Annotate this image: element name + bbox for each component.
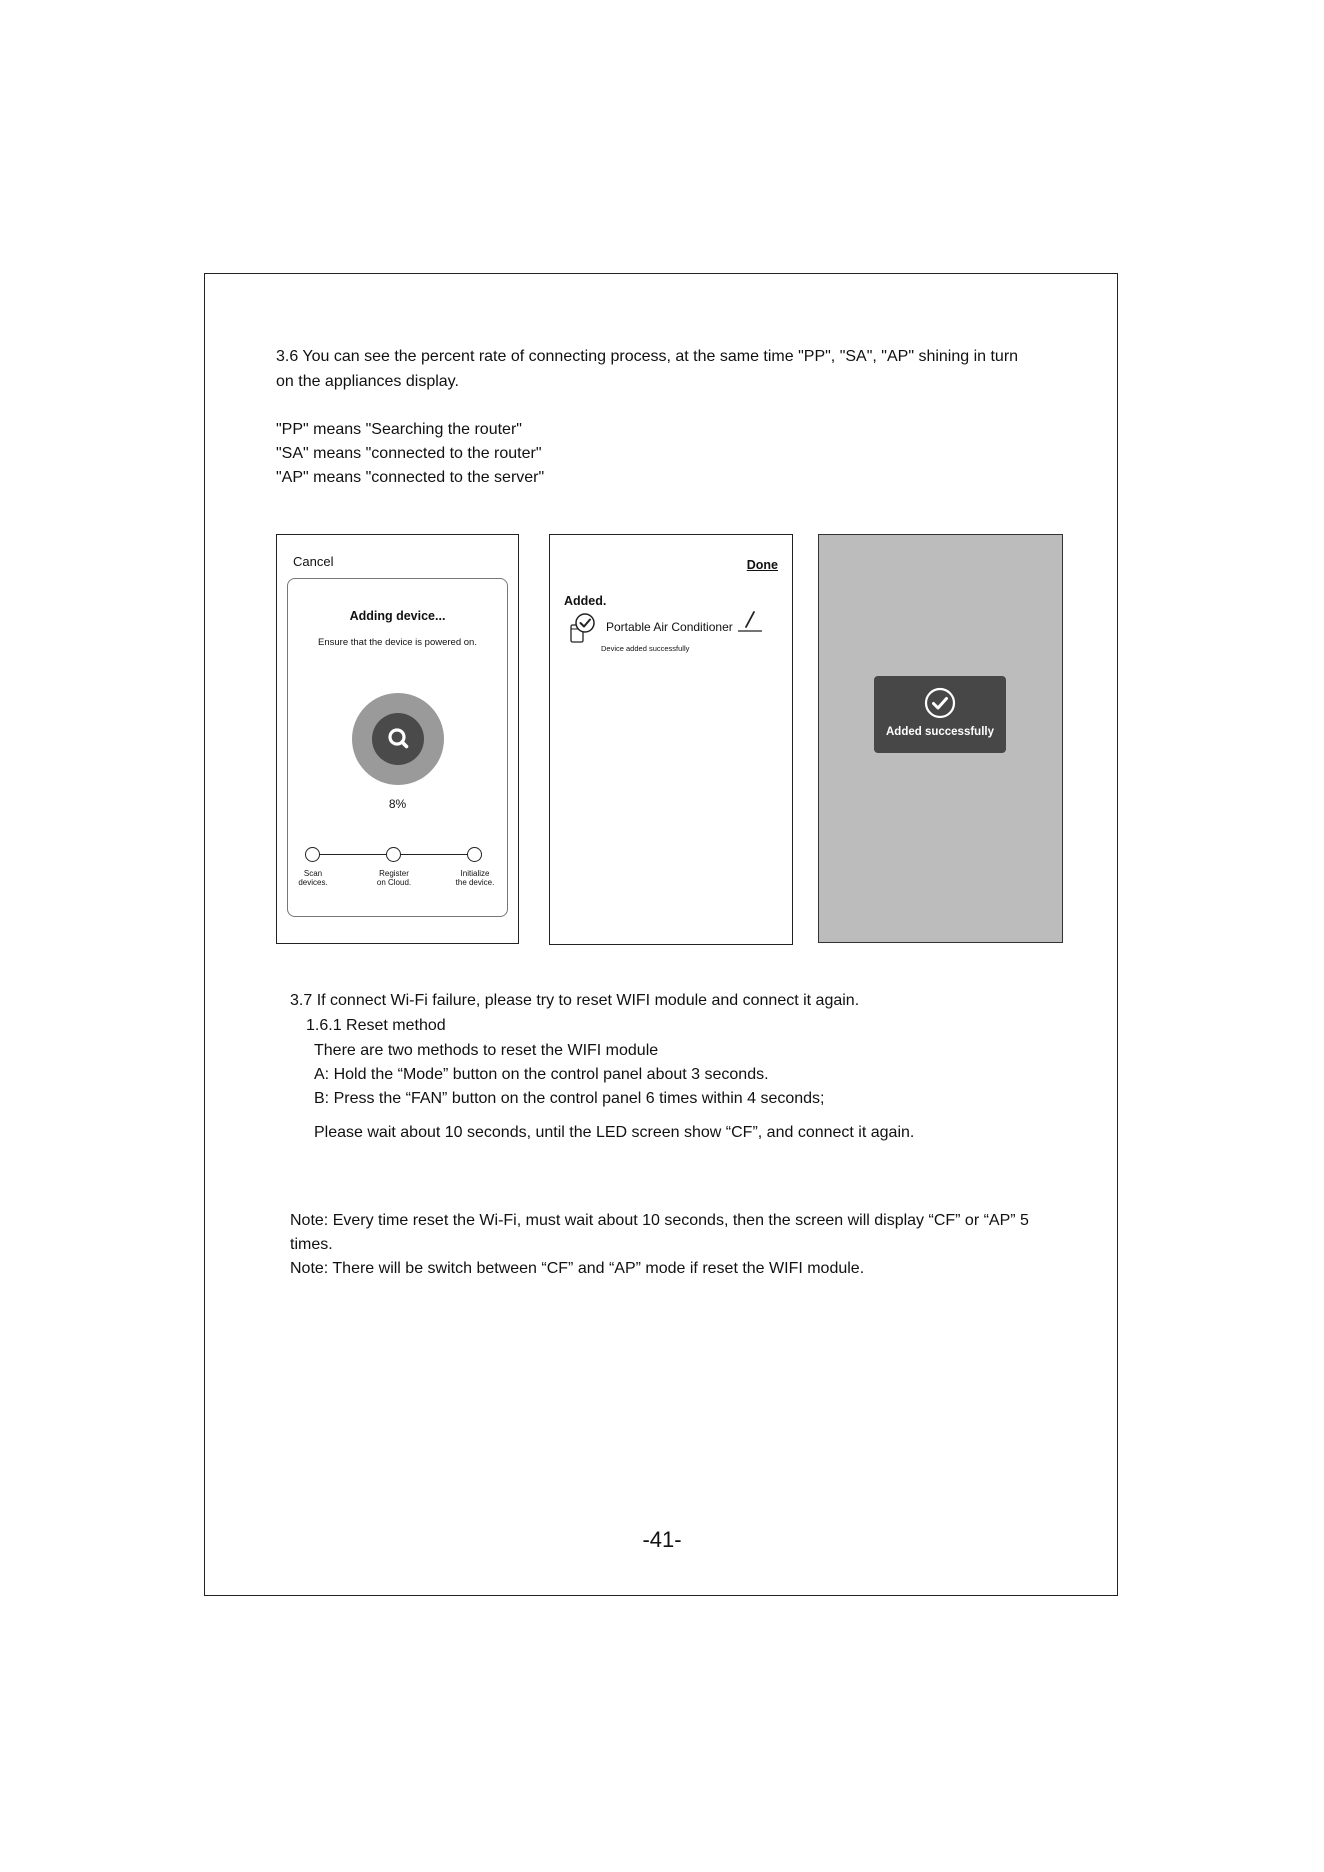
page-number: -41-: [642, 1527, 682, 1552]
phone-screen-adding: [276, 534, 519, 944]
reset-intro: 3.7 If connect Wi-Fi failure, please try to reset WIFI module and connect it again.: [290, 992, 860, 1009]
device-status: Device added successfully: [601, 644, 690, 653]
reset-methods-intro: There are two methods to reset the WIFI module: [314, 1042, 659, 1059]
reset-method-a: [314, 1065, 769, 1085]
reset-method-heading: 1.6.1 Reset method: [306, 1017, 446, 1034]
pp-meaning: "PP" means "Searching the router": [276, 421, 522, 438]
step-scan-label-line2: devices.: [298, 878, 328, 887]
device-name: Portable Air Conditioner: [606, 620, 733, 634]
step-initialize-dot: [467, 847, 482, 862]
step-register-dot: [386, 847, 401, 862]
cancel-button[interactable]: Cancel: [293, 554, 334, 569]
progress-percent: 8%: [388, 797, 407, 811]
method-b-prefix: B:: [314, 1090, 330, 1107]
step-connector: [319, 854, 387, 855]
step-register-label-line1: Register: [379, 869, 409, 878]
edit-icon[interactable]: [738, 609, 764, 638]
phone-screen-success: [818, 534, 1063, 943]
sa-meaning: "SA" means "connected to the router": [276, 445, 542, 462]
step-initialize-label: [447, 869, 503, 887]
step-scan-label: [285, 869, 341, 887]
search-icon: [372, 713, 424, 765]
reset-wait-instruction: Please wait about 10 seconds, until the LED screen show “CF”, and connect it again.: [314, 1124, 915, 1141]
phone-screen-added: [549, 534, 793, 945]
note-2: Note: There will be switch between “CF” and “AP” mode if reset the WIFI module.: [290, 1260, 865, 1277]
adding-device-card: [287, 578, 508, 917]
step-register-label: [366, 869, 422, 887]
step-register-label-line2: on Cloud.: [376, 878, 412, 887]
note-1-continued: times.: [290, 1236, 333, 1253]
method-a-prefix: A:: [314, 1066, 330, 1083]
step-initialize-label-line1: Initialize: [460, 869, 490, 878]
intro-line-1: 3.6 You can see the percent rate of connecting process, at the same time "PP", "SA", "AP" shining in turn: [276, 348, 1019, 365]
success-toast: [874, 676, 1006, 753]
done-button[interactable]: Done: [746, 558, 778, 572]
added-heading: Added.: [564, 594, 607, 608]
step-scan-label-line1: Scan: [303, 869, 323, 878]
method-a-text: Hold the “Mode” button on the control panel about 3 seconds.: [333, 1066, 769, 1083]
adding-device-title: Adding device...: [349, 609, 446, 623]
note-1: Note: Every time reset the Wi-Fi, must wait about 10 seconds, then the screen will display “CF” or “AP” 5: [290, 1212, 1029, 1229]
intro-line-2: on the appliances display.: [276, 373, 459, 390]
ap-meaning: "AP" means "connected to the server": [276, 469, 545, 486]
method-b-text: Press the “FAN” button on the control panel 6 times within 4 seconds;: [333, 1090, 825, 1107]
checkmark-circle-icon: [924, 687, 956, 724]
step-scan-dot: [305, 847, 320, 862]
reset-method-b: [314, 1089, 825, 1109]
step-connector: [400, 854, 468, 855]
step-initialize-label-line2: the device.: [455, 878, 495, 887]
power-on-hint: Ensure that the device is powered on.: [318, 637, 477, 648]
toast-message: Added successfully: [885, 726, 994, 738]
